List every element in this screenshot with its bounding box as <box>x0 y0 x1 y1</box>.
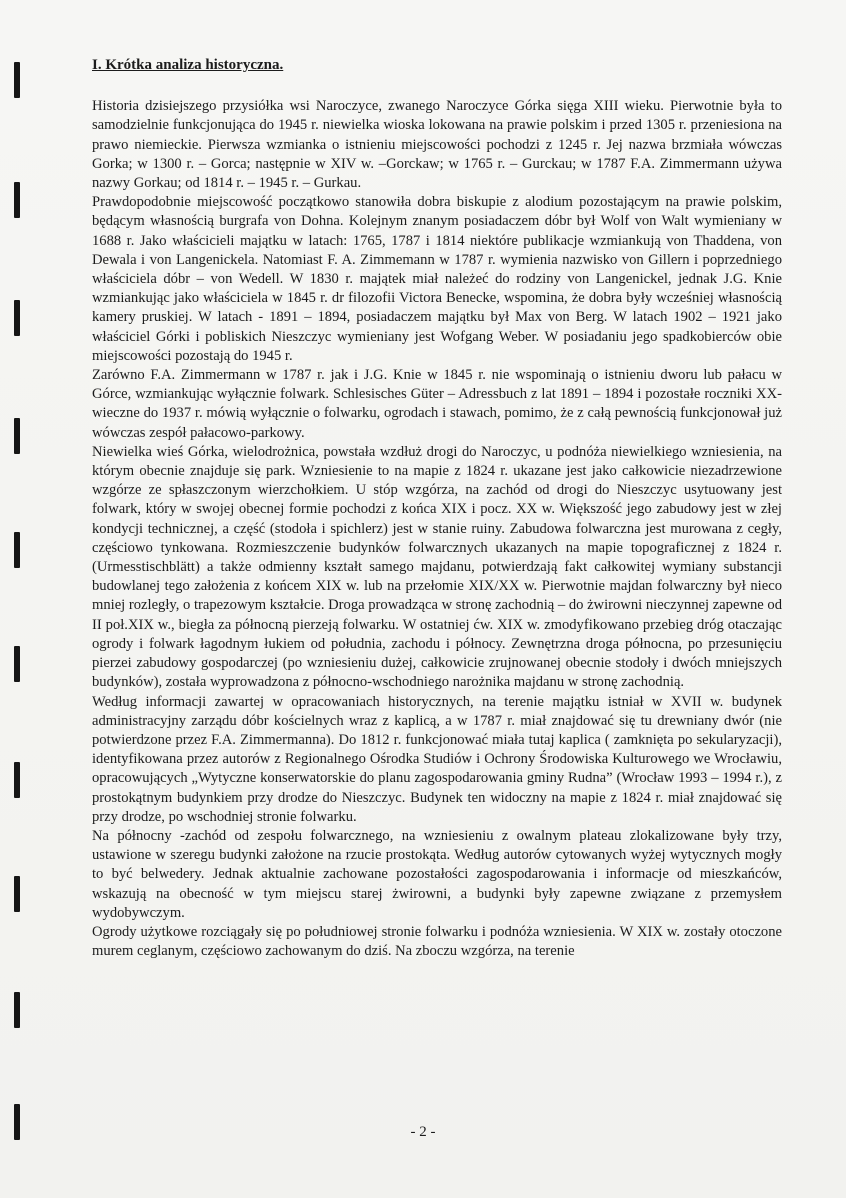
binder-hole-mark <box>14 418 20 454</box>
paragraph: Historia dzisiejszego przysiółka wsi Naroczyce, zwanego Naroczyce Górka sięga XIII wieku. Pierwotnie była to samodzielnie funkcjonująca do 1945 r. niewielka wioska lokowana na prawie polskim i przed 1305 r. przeniesiona na prawo niemieckie. Pierwsza wzmianka o istnieniu miejscowości pochodzi z 1245 r. Jej nazwa brzmiała wówczas Gorka; w 1300 r. – Gorca; następnie w XIV w. –Gorckaw; w 1765 r. – Gurckau; w 1787 F.A. Zimmermann używa nazwy Gorkau; od 1814 r. – 1945 r. – Gurkau. <box>92 98 782 192</box>
page-number: - 2 - <box>410 1124 436 1140</box>
paragraph: Na północny -zachód od zespołu folwarcznego, na wzniesieniu z owalnym plateau zlokalizowane były trzy, ustawione w szeregu budynki założone na rzucie prostokąta. Według autorów cytowanych wyżej wytycznych mogły to być belwedery. Jednak aktualnie zachowane pozostałości zagospodarowania i informacje od mieszkańców, wskazują na obecność w tym miejscu starej żwirowni, a budynki były zapewne związane z przemysłem wydobywczym. <box>92 827 782 921</box>
binder-hole-mark <box>14 300 20 336</box>
paragraph: Według informacji zawartej w opracowaniach historycznych, na terenie majątku istniał w XVII w. budynek administracyjny zarządu dóbr kościelnych wraz z kaplicą, a w 1787 r. miał znajdować się tu drewniany dwór (nie potwierdzone przez F.A. Zimmermanna). Do 1812 r. funkcjonować miała tutaj kaplica ( zamknięta po sekularyzacji), identyfikowana przez autorów z Regionalnego Ośrodka Studiów i Ochrony Środowiska Kulturowego we Wrocławiu, opracowujących „Wytyczne konserwatorskie do planu zagospodarowania gminy Rudna” (Wrocław 1993 – 1994 r.), z prostokątnym budynkiem przy drodze do Nieszczyc. Budynek ten widoczny na mapie z 1824 r. miał znajdować się przy drodze, po wschodniej stronie folwarku. <box>92 693 782 825</box>
binder-hole-mark <box>14 876 20 912</box>
binder-marks <box>14 0 22 1198</box>
binder-hole-mark <box>14 532 20 568</box>
binder-hole-mark <box>14 62 20 98</box>
paragraph: Zarówno F.A. Zimmermann w 1787 r. jak i J.G. Knie w 1845 r. nie wspominają o istnieniu dworu lub pałacu w Górce, wzmiankując wyłącznie folwark. Schlesisches Güter – Adressbuch z lat 1891 – 1894 i pozostałe roczniki XX-wieczne do 1937 r. mówią wyłącznie o folwarku, ogrodach i stawach, pomimo, że z całą pewnością funkcjonował już wówczas zespół pałacowo-parkowy. <box>92 367 782 441</box>
section-heading: I. Krótka analiza historyczna. <box>92 57 284 73</box>
paragraph: Prawdopodobnie miejscowość początkowo stanowiła dobra biskupie z alodium pozostającym na prawie polskim, będącym własnością burgrafa von Dohna. Kolejnym znanym posiadaczem dóbr był Wolf von Walt wymieniany w 1688 r. Jako właścicieli majątku w latach: 1765, 1787 i 1814 niektóre publikacje wzmiankują von Thaddena, von Dewala i von Langenickela. Natomiast F. A. Zimmemann w 1787 r. wymienia nazwisko von Gillern i poprzedniego właściciela dóbr – von Wedell. W 1830 r. majątek miał należeć do rodziny von Langenickel, jednak J.G. Knie wzmiankując jako właściciela w 1845 r. dr filozofii Victora Benecke, wspomina, że dobra były wcześniej własnością kamery pruskiej. W latach - 1891 – 1894, posiadaczem majątku był Max von Berg. W latach 1902 – 1921 jako właściciel Górki i pobliskich Nieszczyc wymieniany jest Wofgang Weber. W posiadaniu jego spadkobierców obie miejscowości pozostają do 1945 r. <box>92 194 782 364</box>
paragraph: Niewielka wieś Górka, wielodrożnica, powstała wzdłuż drogi do Naroczyc, u podnóża niewielkiego wzniesienia, na którym obecnie znajduje się park. Wzniesienie to na mapie z 1824 r. ukazane jest jako całkowicie niezadrzewione wzgórze ze spłaszczonym wierzchołkiem. U stóp wzgórza, na zachód od drogi do Nieszczyc usytuowany jest folwark, który w swojej obecnej formie pochodzi z końca XIX i pocz. XX w. Większość jego zabudowy jest w złej kondycji technicznej, a część (stodoła i spichlerz) jest w stanie ruiny. Zabudowa folwarczna jest murowana z cegły, częściowo tynkowana. Rozmieszczenie budynków folwarcznych ukazanych na mapie topograficznej z 1824 r. (Urmesstischblätt) a także odmienny kształt samego majdanu, potwierdzają fakt całkowitej wymiany substancji budowlanej tego założenia z końcem XIX w. lub na przełomie XIX/XX w. Pierwotnie majdan folwarczny był nieco mniej rozległy, o trapezowym kształcie. Droga prowadząca w stronę zachodnią – do żwirowni nieczynnej zapewne od II poł.XIX w., biegła za północną pierzeją folwarku. W ostatniej ćw. XIX w. zmodyfikowano przebieg dróg otaczając ogrody i folwark łagodnym łukiem od południa, zachodu i północy. Zewnętrzna droga północna, po przesunięciu pierzei zabudowy gospodarczej (po wzniesieniu dużej, całkowicie zrujnowanej obecnie stodoły i dwóch mniejszych budynków), została wyprowadzona z północno-wschodniego narożnika majdanu w stronę zachodnią. <box>92 443 782 691</box>
paragraph: Ogrody użytkowe rozciągały się po południowej stronie folwarku i podnóża wzniesienia. W XIX w. zostały otoczone murem ceglanym, częściowo zachowanym do dziś. Na zboczu wzgórza, na terenie <box>92 923 782 960</box>
binder-hole-mark <box>14 992 20 1028</box>
binder-hole-mark <box>14 762 20 798</box>
binder-hole-mark <box>14 646 20 682</box>
document-body <box>92 56 782 961</box>
binder-hole-mark <box>14 182 20 218</box>
